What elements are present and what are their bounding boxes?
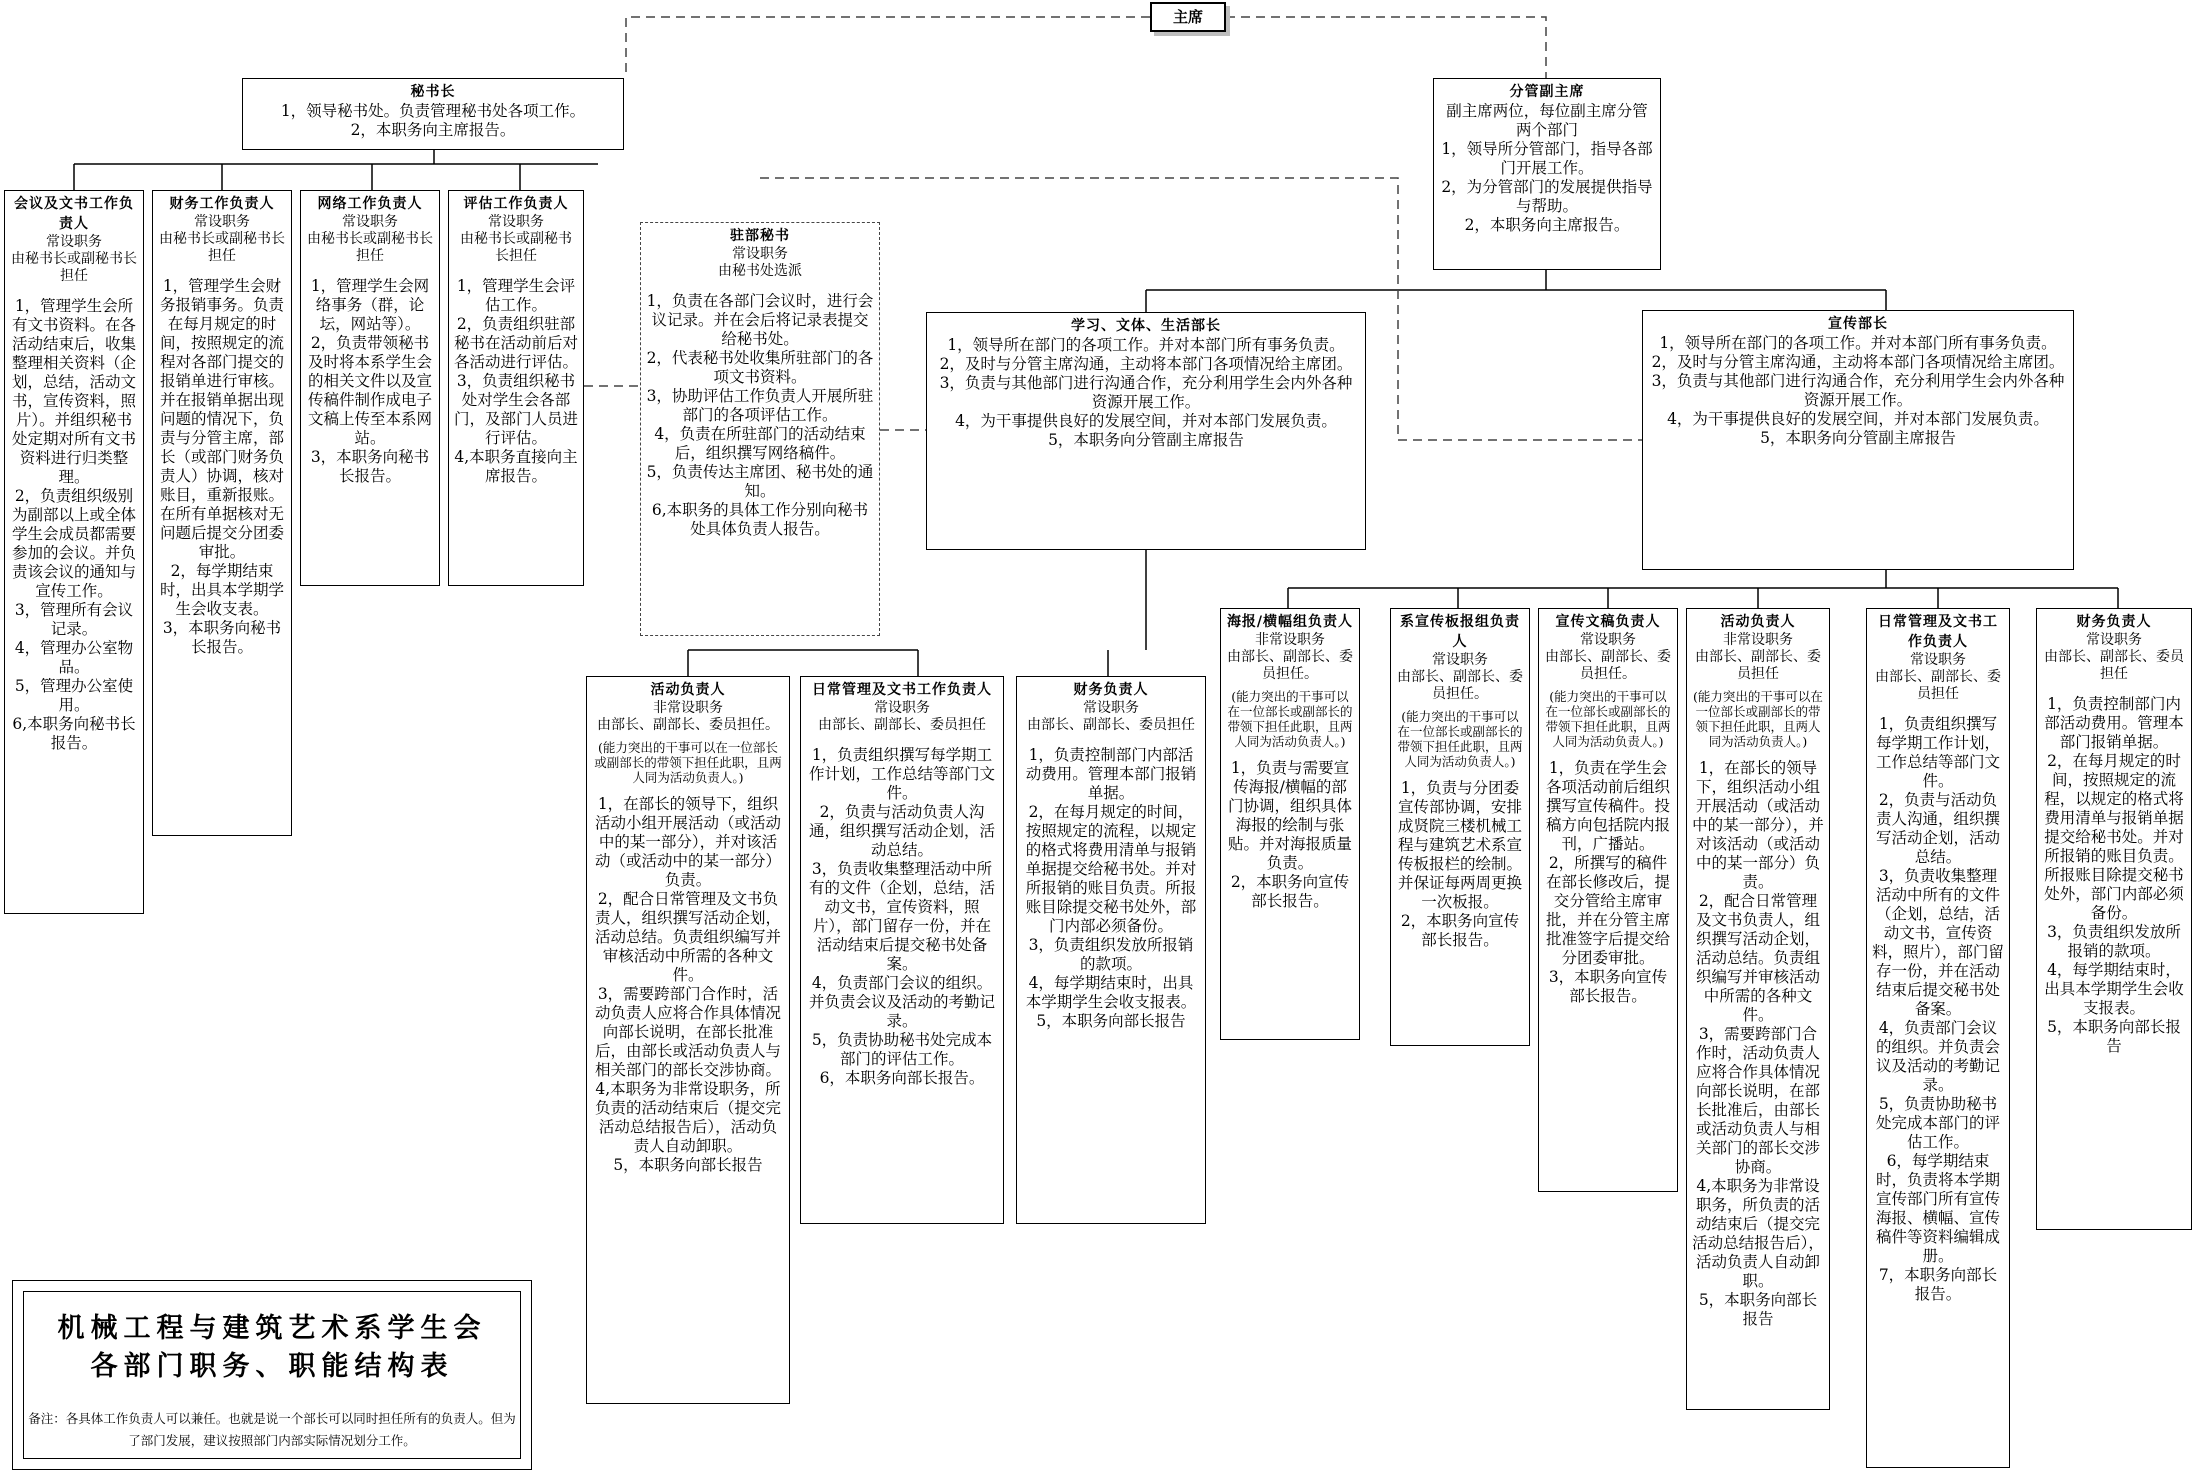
connector-chair-secgen — [626, 17, 1150, 78]
role-item: 3，需要跨部门合作时，活动负责人应将合作具体情况向部长说明，在部长批准后，由部长或活动负责人与相关部门的部长交涉协商。 — [594, 985, 781, 1079]
role-item: 5，本职务向部长报告 — [1036, 1012, 1186, 1030]
role-title: 财务负责人 — [1073, 682, 1149, 698]
role-title: 海报/横幅组负责人 — [1226, 614, 1354, 630]
role-item: 3，负责组织发放所报销的款项。 — [2047, 923, 2181, 960]
role-item: 5，负责协助秘书处完成本部门的评估工作。 — [811, 1031, 993, 1068]
role-meta: 非常设职务 由部长、副部长、委员担任。 — [597, 700, 779, 733]
role-item: 6，本职务向部长报告。 — [819, 1069, 985, 1087]
role-item: 1，在部长的领导下，组织活动小组开展活动（或活动中的某一部分），并对该活动（或活动中的某一部分）负责。 — [594, 795, 781, 889]
role-box-network — [300, 190, 440, 586]
role-title: 评估工作负责人 — [463, 196, 569, 212]
role-item: 4，每学期结束时，出具本学期学生会收支报表。 — [1025, 974, 1197, 1011]
dept-item: 3，负责与其他部门进行沟通合作，充分利用学生会内外各种资源开展工作。 — [1651, 372, 2065, 409]
role-title: 驻部秘书 — [730, 228, 790, 244]
role-item: 5，管理办公室使用。 — [14, 677, 134, 714]
role-box-prop-finance — [2036, 608, 2192, 1230]
vice-chairman-box — [1433, 78, 1661, 270]
role-item: 2，负责组织级别为副部以上或全体学生会成员都需要参加的会议。并负责该会议的通知与宣传工作。 — [11, 487, 136, 600]
dept-item: 3，负责与其他部门进行沟通合作，充分利用学生会内外各种资源开展工作。 — [939, 374, 1353, 411]
dept-item: 5，本职务向分管副主席报告 — [1760, 429, 1956, 447]
role-item: 1，管理学生会评估工作。 — [456, 277, 576, 314]
role-item: 3，管理所有会议记录。 — [14, 601, 134, 638]
role-item: 1，负责组织撰写每学期工作计划，工作总结等部门文件。 — [808, 746, 995, 802]
role-item: 1，负责在学生会各项活动前后组织撰写宣传稿件。投稿方向包括院内报刊，广播站。 — [1545, 759, 1670, 853]
connector-prop-branch — [1288, 570, 2118, 608]
role-item: 3，负责组织发放所报销的款项。 — [1028, 936, 1194, 973]
title-block-inner — [23, 1291, 521, 1459]
role-item: 1，负责与分团委宣传部协调，安排成贤院三楼机械工程与建筑艺术系宣传板报栏的绘制。并保证每两周更换一次板报。 — [1397, 779, 1522, 911]
role-item: 3，负责组织秘书处对学生会各部门，及部门人员进行评估。 — [454, 372, 579, 447]
dept-box-propaganda — [1642, 310, 2074, 570]
role-box-meeting-docs — [4, 190, 144, 914]
chairman-box — [1150, 2, 1226, 32]
role-item: 5，本职务向部长报告 — [1698, 1291, 1818, 1328]
connector-chair-vice — [1226, 17, 1546, 78]
role-title: 活动负责人 — [650, 682, 726, 698]
dept-box-study — [926, 312, 1366, 550]
role-item: 2，配合日常管理及文书负责人，组织撰写活动企划，活动总结。负责组织编写并审核活动中所需的各种文件。 — [1695, 892, 1820, 1024]
role-item: 3，本职务向秘书长报告。 — [310, 448, 430, 485]
role-title: 活动负责人 — [1720, 614, 1796, 630]
role-box-evaluation — [448, 190, 584, 586]
role-box-resident-secretary — [640, 222, 880, 636]
role-note: (能力突出的干事可以在一位部长或副部长的带领下担任此职，且两人同为活动负责人。) — [594, 740, 782, 785]
role-item: 2，配合日常管理及文书负责人，组织撰写活动企划，活动总结。负责组织编写并审核活动中所需的各种文件。 — [594, 890, 781, 984]
role-note: (能力突出的干事可以在一位部长或副部长的带领下担任此职，且两人同为活动负责人。) — [1693, 689, 1823, 749]
secretary-general-line: 1，领导秘书处。负责管理秘书处各项工作。 — [280, 102, 586, 120]
role-box-study-activity — [586, 676, 790, 1404]
dept-item: 2，及时与分管主席沟通，主动将本部门各项情况给主席团。 — [1651, 353, 2065, 371]
vice-chairman-line: 1，领导所分管部门，指导各部门开展工作。 — [1441, 140, 1653, 177]
role-meta: 常设职务 由秘书长或副秘书长担任 — [460, 214, 572, 264]
role-item: 5，负责协助秘书处完成本部门的评估工作。 — [1875, 1095, 2000, 1151]
role-meta: 常设职务 由秘书长或副秘书长担任 — [11, 234, 137, 284]
role-title: 网络工作负责人 — [317, 196, 423, 212]
dept-item: 1，领导所在部门的各项工作。并对本部门所有事务负责。 — [1659, 334, 2057, 352]
role-item: 6,本职务的具体工作分别向秘书处具体负责人报告。 — [651, 501, 869, 538]
vice-chairman-line: 副主席两位，每位副主席分管两个部门 — [1446, 102, 1648, 139]
role-item: 1，管理学生会财务报销事务。负责在每月规定的时间，按照规定的流程对各部门提交的报销单进行审核。并在报销单据出现问题的情况下，负责与分管主席，部长（或部门财务负责人）协调，核对账目，重新报账。在所有单据核对无问题后提交分团委审批。 — [159, 277, 284, 561]
role-item: 3，负责收集整理活动中所有的文件（企划，总结，活动文书，宣传资料，照片），部门留存一份，并在活动结束后提交秘书处备案。 — [808, 860, 995, 973]
role-title: 财务工作负责人 — [169, 196, 275, 212]
secretary-general-line: 2，本职务向主席报告。 — [350, 121, 516, 139]
role-title: 会议及文书工作负责人 — [14, 196, 134, 232]
dept-item: 4，为干事提供良好的发展空间，并对本部门发展负责。 — [955, 412, 1337, 430]
role-meta: 非常设职务 由部长、副部长、委员担任。 — [1227, 632, 1353, 682]
role-item: 3，需要跨部门合作时，活动负责人应将合作具体情况向部长说明，在部长批准后，由部长或活动负责人与相关部门的部长交涉协商。 — [1695, 1025, 1820, 1176]
dept-title: 学习、文体、生活部长 — [1071, 318, 1221, 334]
role-item: 2，在每月规定的时间，按照规定的流程，以规定的格式将费用清单与报销单据提交给秘书处。并对所报销的账目负责。所报账目除提交秘书处外，部门内部必须备份。 — [2044, 752, 2184, 922]
role-meta: 常设职务 由部长、副部长、委员担任 — [1027, 700, 1195, 733]
remark-text: 备注：各具体工作负责人可以兼任。也就是说一个部长可以同时担任所有的负责人。但为了部门发展，建议按照部门内部实际情况划分工作。 — [28, 1411, 516, 1448]
role-item: 5，本职务向部长报告 — [613, 1156, 763, 1174]
connector-secgen-branch — [74, 150, 598, 190]
role-item: 2，负责与活动负责人沟通，组织撰写活动企划，活动总结。 — [1875, 791, 2000, 866]
role-item: 4,本职务直接向主席报告。 — [454, 448, 578, 485]
role-item: 1，负责控制部门内部活动费用。管理本部门报销单据。 — [2044, 695, 2184, 751]
role-item: 2，每学期结束时，出具本学期学生会收支表。 — [159, 562, 284, 618]
role-item: 4,本职务为非常设职务，所负责的活动结束后（提交完活动总结报告后），活动负责人自动卸职。 — [1692, 1177, 1824, 1290]
secretary-general-title: 秘书长 — [410, 84, 456, 100]
role-item: 2，本职务向宣传部长报告。 — [1400, 912, 1520, 949]
role-note: (能力突出的干事可以在一位部长或副部长的带领下担任此职，且两人同为活动负责人。) — [1227, 689, 1353, 749]
role-item: 1，负责在各部门会议时，进行会议记录。并在会后将记录表提交给秘书处。 — [646, 292, 874, 348]
role-meta: 常设职务 由部长、副部长、委员担任。 — [1545, 632, 1671, 682]
vice-chairman-line: 2，本职务向主席报告。 — [1464, 216, 1630, 234]
role-box-study-daily — [800, 676, 1004, 1224]
role-item: 7，本职务向部长报告。 — [1878, 1266, 1998, 1303]
role-note: (能力突出的干事可以在一位部长或副部长的带领下担任此职，且两人同为活动负责人。) — [1397, 709, 1523, 769]
role-box-prop-manuscript — [1538, 608, 1678, 1192]
role-item: 3，本职务向秘书长报告。 — [162, 619, 282, 656]
role-meta: 非常设职务 由部长、副部长、委员担任 — [1695, 632, 1821, 682]
dept-item: 2，及时与分管主席沟通，主动将本部门各项情况给主席团。 — [939, 355, 1353, 373]
role-meta: 常设职务 由部长、副部长、委员担任 — [1875, 652, 2001, 702]
role-meta: 常设职务 由秘书长或副秘书长担任 — [159, 214, 285, 264]
role-item: 4，负责部门会议的组织。并负责会议及活动的考勤记录。 — [808, 974, 995, 1030]
role-note: (能力突出的干事可以在一位部长或副部长的带领下担任此职，且两人同为活动负责人。) — [1545, 689, 1671, 749]
role-title: 系宣传板报组负责人 — [1400, 614, 1520, 650]
role-item: 6，每学期结束时，负责将本学期宣传部门所有宣传海报、横幅、宣传稿件等资料编辑成册。 — [1875, 1152, 2000, 1265]
role-item: 5，负责传达主席团、秘书处的通知。 — [646, 463, 874, 500]
role-box-study-finance — [1016, 676, 1206, 1224]
role-item: 1，管理学生会网络事务（群，论坛，网站等）。 — [310, 277, 430, 333]
role-box-prop-activity — [1686, 608, 1830, 1410]
role-item: 4,本职务为非常设职务，所负责的活动结束后（提交完活动总结报告后），活动负责人自动卸职。 — [594, 1080, 781, 1155]
vice-chairman-title: 分管副主席 — [1509, 84, 1585, 100]
connector-vice-branch — [1146, 270, 1886, 312]
role-meta: 常设职务 由部长、副部长、委员担任 — [2044, 632, 2184, 682]
role-box-prop-board — [1390, 608, 1530, 1046]
vice-chairman-line: 2，为分管部门的发展提供指导与帮助。 — [1441, 178, 1653, 215]
role-item: 1，负责组织撰写每学期工作计划，工作总结等部门文件。 — [1875, 715, 2000, 790]
role-item: 1，负责与需要宣传海报/横幅的部门协调，组织具体海报的绘制与张贴。并对海报质量负责。 — [1227, 759, 1352, 872]
role-box-prop-daily — [1866, 608, 2010, 1468]
role-item: 1，管理学生会所有文书资料。在各活动结束后，收集整理相关资料（企划，总结，活动文书，宣传资料，照片）。并组织秘书处定期对所有文书资料进行归类整理。 — [11, 297, 136, 486]
role-title: 财务负责人 — [2076, 614, 2152, 630]
role-item: 2，负责组织驻部秘书在活动前后对各活动进行评估。 — [454, 315, 579, 371]
role-item: 6,本职务向秘书长报告。 — [12, 715, 136, 752]
chart-title-line-1: 机械工程与建筑艺术系学生会 — [57, 1313, 487, 1344]
dept-item: 1，领导所在部门的各项工作。并对本部门所有事务负责。 — [947, 336, 1345, 354]
dept-item: 4，为干事提供良好的发展空间，并对本部门发展负责。 — [1667, 410, 2049, 428]
role-item: 4，管理办公室物品。 — [14, 639, 134, 676]
dept-item: 5，本职务向分管副主席报告 — [1048, 431, 1244, 449]
role-title: 日常管理及文书工作负责人 — [1878, 614, 1998, 650]
role-item: 2，负责与活动负责人沟通，组织撰写活动企划，活动总结。 — [808, 803, 995, 859]
role-item: 4，负责部门会议的组织。并负责会议及活动的考勤记录。 — [1875, 1019, 2000, 1094]
role-box-prop-poster — [1220, 608, 1360, 1040]
role-item: 4，负责在所驻部门的活动结束后，组织撰写网络稿件。 — [654, 425, 866, 462]
role-item: 5，本职务向部长报告 — [2047, 1018, 2181, 1055]
role-item: 2，在每月规定的时间，按照规定的流程，以规定的格式将费用清单与报销单据提交给秘书处。并对所报销的账目负责。所报账目除提交秘书处外，部门内部必须备份。 — [1025, 803, 1197, 935]
role-meta: 常设职务 由部长、副部长、委员担任 — [818, 700, 986, 733]
chart-title-line-2: 各部门职务、职能结构表 — [90, 1351, 454, 1382]
dept-title: 宣传部长 — [1828, 316, 1888, 332]
role-item: 2，代表秘书处收集所驻部门的各项文书资料。 — [646, 349, 874, 386]
role-item: 1，负责控制部门内部活动费用。管理本部门报销单据。 — [1025, 746, 1197, 802]
secretary-general-box — [242, 78, 624, 150]
role-item: 3，本职务向宣传部长报告。 — [1548, 968, 1668, 1005]
role-meta: 常设职务 由秘书长或副秘书长担任 — [307, 214, 433, 264]
role-title: 宣传文稿负责人 — [1555, 614, 1661, 630]
chairman-title: 主席 — [1172, 8, 1203, 26]
role-item: 2，所撰写的稿件在部长修改后，提交分管给主席审批，并在分管主席批准签字后提交给分团委审批。 — [1545, 854, 1670, 967]
role-title: 日常管理及文书工作负责人 — [812, 682, 992, 698]
role-meta: 常设职务 由部长、副部长、委员担任。 — [1397, 652, 1523, 702]
role-meta: 常设职务 由秘书处选派 — [718, 246, 802, 279]
role-item: 2，本职务向宣传部长报告。 — [1230, 873, 1350, 910]
title-block — [12, 1280, 532, 1470]
role-box-finance-sec — [152, 190, 292, 836]
role-item: 2，负责带领秘书及时将本系学生会的相关文件以及宣传稿件制作成电子文稿上传至本系网站。 — [307, 334, 432, 447]
role-item: 3，负责收集整理活动中所有的文件（企划，总结，活动文书，宣传资料，照片），部门留存一份，并在活动结束后提交秘书处备案。 — [1872, 867, 2004, 1018]
role-item: 1，在部长的领导下，组织活动小组开展活动（或活动中的某一部分），并对该活动（或活动中的某一部分）负责。 — [1692, 759, 1824, 891]
role-item: 4，每学期结束时，出具本学期学生会收支报表。 — [2044, 961, 2184, 1017]
role-item: 3，协助评估工作负责人开展所驻部门的各项评估工作。 — [646, 387, 874, 424]
